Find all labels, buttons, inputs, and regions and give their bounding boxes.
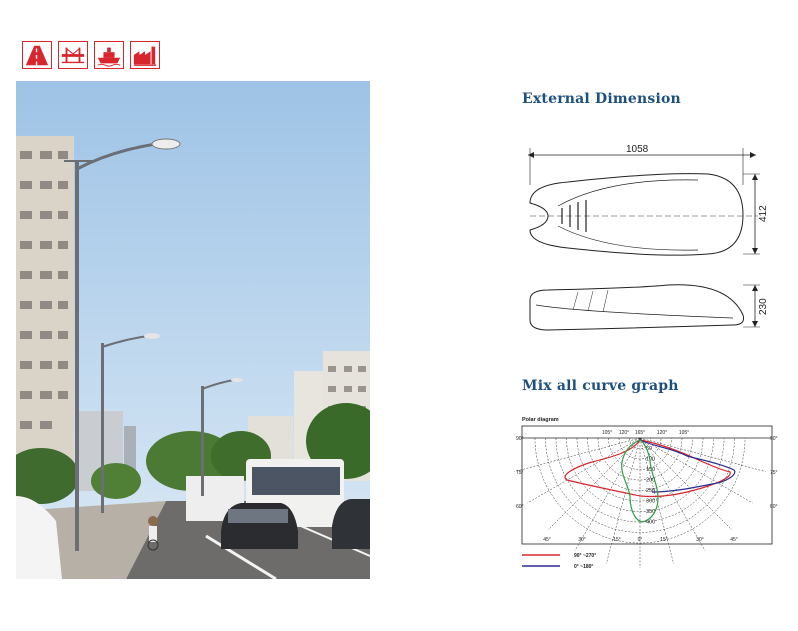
top-angle-label: 120°: [618, 430, 630, 436]
radial-value-label: 100: [646, 456, 656, 463]
bottom-angle-label: 45°: [730, 537, 738, 543]
bottom-angle-label: 30°: [578, 537, 586, 543]
top-angle-label: 105°: [678, 430, 690, 436]
road-icon: [22, 41, 52, 69]
legend-label: 90° ~270°: [574, 553, 597, 559]
top-angle-label: 105°: [601, 430, 613, 436]
radial-value-label: 300: [646, 498, 656, 505]
right-angle-label: 75°: [770, 470, 778, 476]
polar-title: Polar diagram: [522, 417, 559, 423]
radial-value-label: 350: [646, 509, 656, 515]
height-label: 230: [758, 298, 769, 315]
bottom-angle-label: 15°: [613, 537, 621, 543]
right-angle-label: 90°: [770, 436, 778, 442]
bottom-angle-label: 15°: [660, 537, 668, 543]
ship-icon: [94, 41, 124, 69]
radial-value-label: 150: [646, 467, 656, 473]
radial-value-label: 400: [646, 519, 656, 526]
external-dimension-heading: External Dimension: [522, 91, 681, 107]
application-icons: [22, 41, 160, 69]
left-angle-label: 75°: [516, 470, 524, 476]
bottom-angle-label: 45°: [543, 537, 551, 543]
width-label: 412: [758, 205, 769, 222]
external-dimension-drawing: [518, 140, 778, 340]
top-angle-label: 165°: [634, 430, 646, 436]
radial-value-label: 200: [646, 477, 656, 484]
bottom-angle-label: 30°: [696, 537, 704, 543]
mix-curve-heading: Mix all curve graph: [522, 378, 679, 394]
bridge-icon: [58, 41, 88, 69]
left-angle-label: 60°: [516, 504, 524, 510]
right-angle-label: 60°: [770, 504, 778, 510]
legend-label: 0° ~180°: [574, 564, 594, 570]
bottom-angle-label: 0°: [637, 537, 643, 543]
length-label: 1058: [626, 144, 649, 155]
top-angle-label: 120°: [656, 430, 668, 436]
radial-value-label: 250: [646, 488, 656, 494]
left-angle-label: 90°: [516, 436, 524, 442]
factory-icon: [130, 41, 160, 69]
street-light-photo: [16, 81, 370, 579]
radial-value-label: 50: [646, 446, 653, 452]
polar-diagram: [512, 412, 792, 582]
